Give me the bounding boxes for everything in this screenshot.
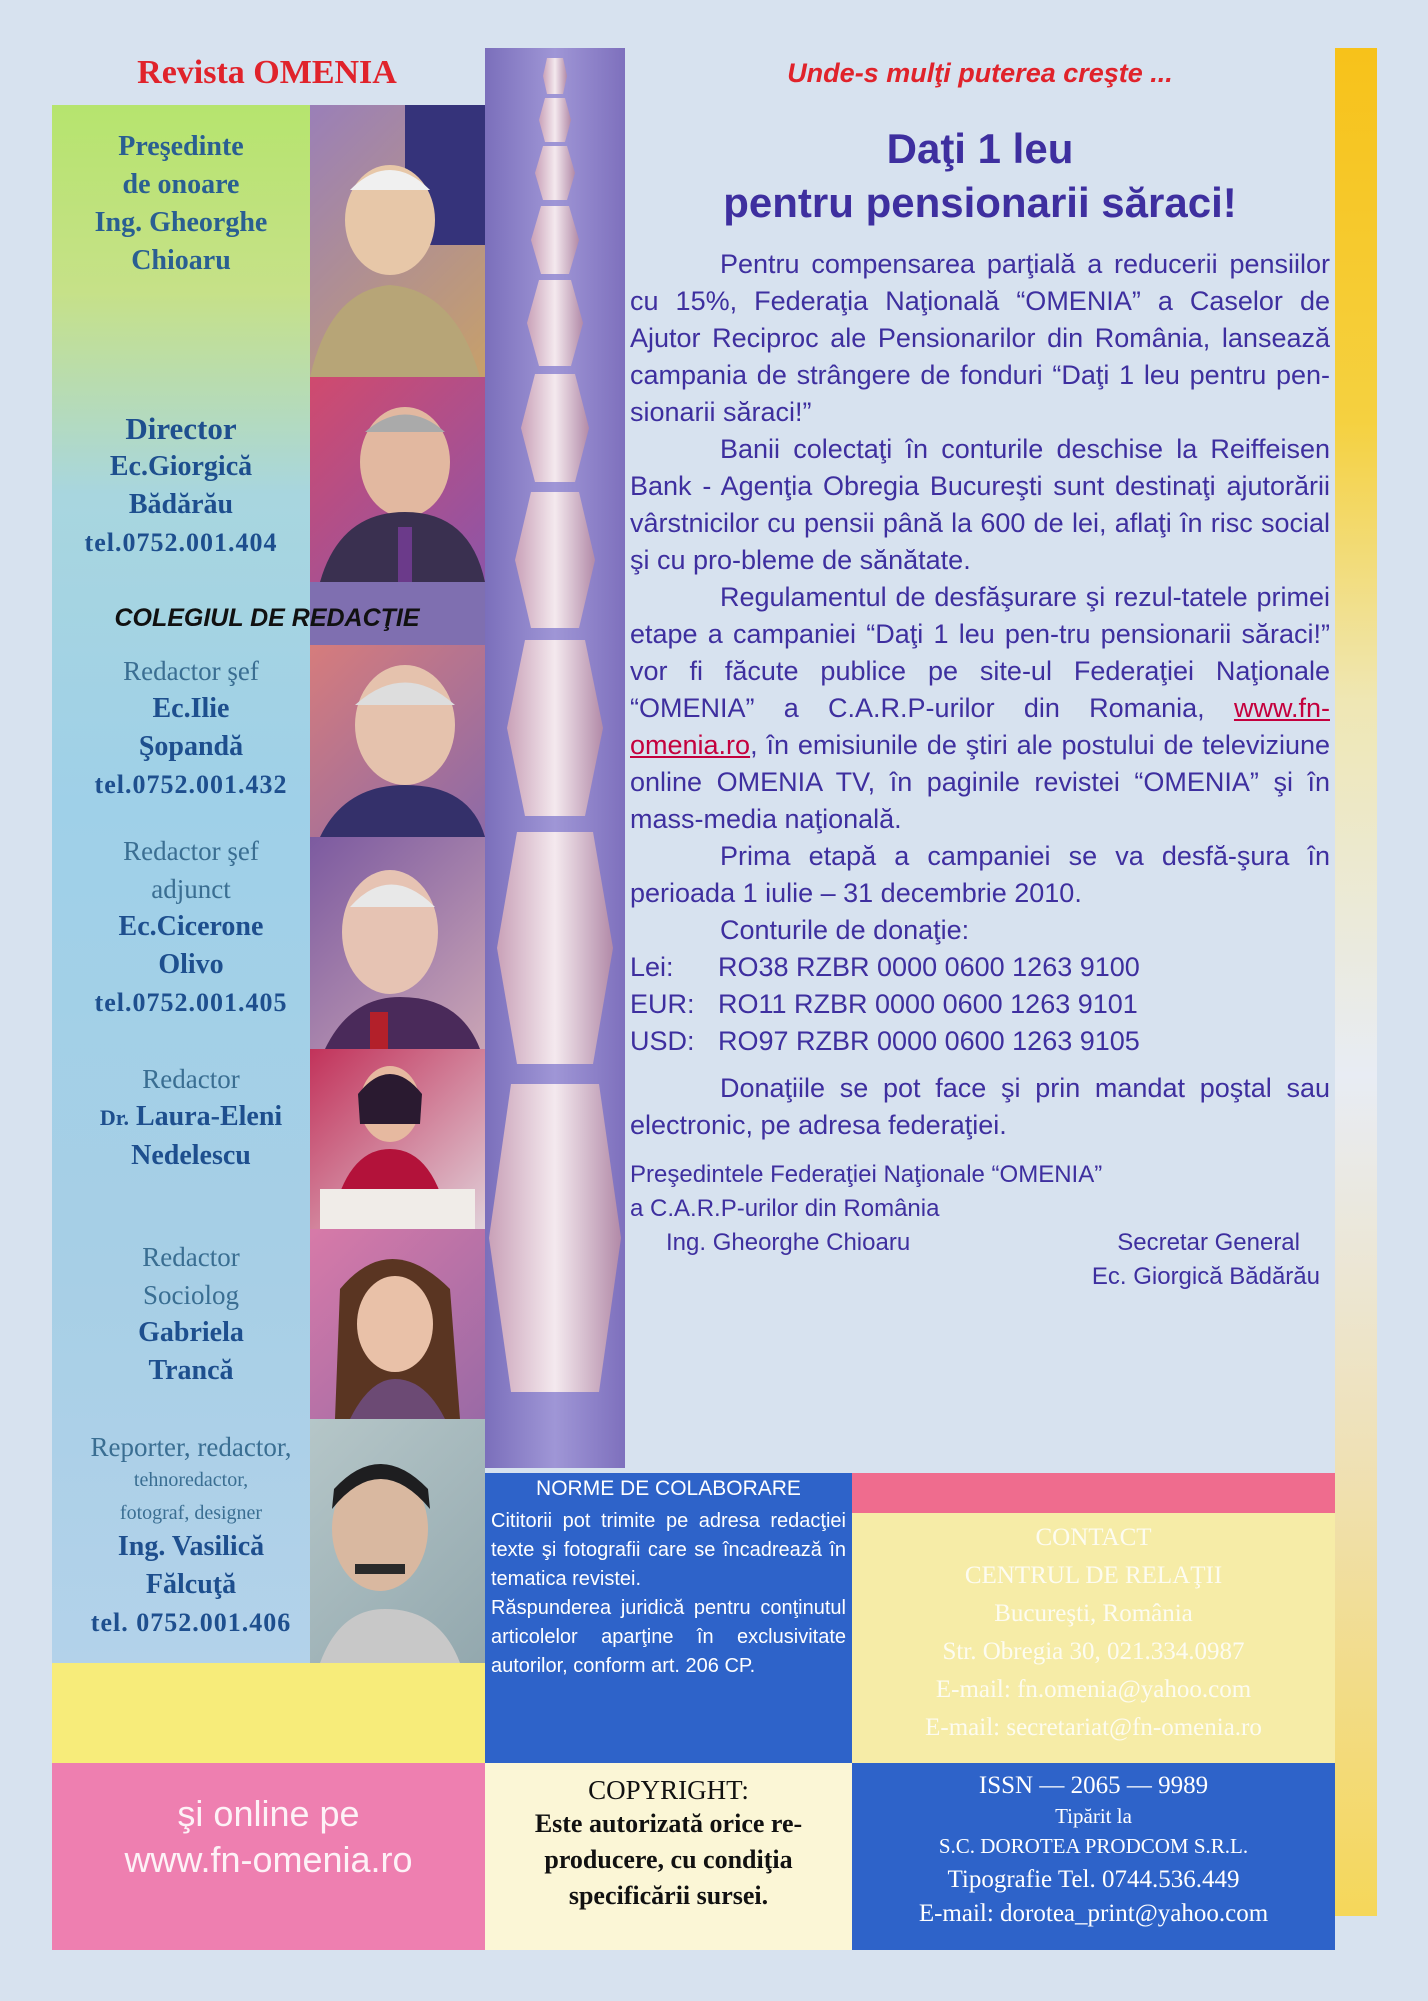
contact-line: Bucureşti, România xyxy=(994,1600,1193,1627)
director-name: Ec.Giorgică Bădărău xyxy=(109,451,253,520)
printer-block xyxy=(852,1763,1335,1950)
deputy-role: Redactor şef adjunct xyxy=(123,836,259,904)
accounts-heading: Conturile de donaţie: xyxy=(720,915,970,945)
account-row: Lei: RO38 RZBR 0000 0600 1263 9100 xyxy=(630,952,1140,982)
contact-email[interactable]: E-mail: secretariat@fn-omenia.ro xyxy=(925,1714,1262,1741)
right-color-stripe xyxy=(1335,48,1377,1916)
contact-block xyxy=(852,1513,1335,1763)
account-row: EUR: RO11 RZBR 0000 0600 1263 9101 xyxy=(630,989,1138,1019)
photo-editor-chief xyxy=(310,645,485,837)
endless-column-image xyxy=(485,48,625,1468)
honorary-name: Ing. Gheorghe Chioaru xyxy=(94,207,268,276)
photo-director xyxy=(310,377,485,582)
deputy-name: Ec.Cicerone Olivo xyxy=(118,911,264,980)
sociologist-role: Redactor Sociolog xyxy=(142,1242,240,1310)
reporter-name: Ing. Vasilică Fălcuţă xyxy=(117,1531,265,1600)
editor-chief-role: Redactor şef xyxy=(123,656,259,686)
magazine-title: Revista OMENIA xyxy=(137,54,397,91)
secretary-name: Ec. Giorgică Bădărău xyxy=(1091,1263,1320,1290)
main-title: Daţi 1 leu pentru pensionarii săraci! xyxy=(723,125,1237,226)
contact-email[interactable]: E-mail: fn.omenia@yahoo.com xyxy=(935,1676,1252,1703)
printer-name: S.C. DOROTEA PRODCOM S.R.L. xyxy=(938,1834,1249,1858)
online-block xyxy=(52,1763,485,1950)
secretary-title: Secretar General xyxy=(1117,1229,1300,1256)
reporter-role: Reporter, redactor, tehnoredactor, fotograf, designer xyxy=(90,1432,292,1524)
norms-text-1: Cititorii pot trimite pe adresa redacţiei texte şi fotografii care se încadrează în tematica revistei. xyxy=(491,1510,846,1590)
director-role: Director xyxy=(125,411,237,446)
deputy-tel: tel.0752.001.405 xyxy=(94,988,288,1017)
editor-chief-tel: tel.0752.001.432 xyxy=(94,770,288,799)
paragraph-2: Banii colectaţi în conturile deschise la Reiffeisen Bank - Agenţia Obregia Bucureşti sunt destinaţi ajutorării vârstnicilor cu pensii până la 600 de lei, aflaţi în risc social şi cu pro-bleme de sănătate. xyxy=(630,434,1330,575)
yellow-block xyxy=(52,1663,485,1763)
issn: ISSN — 2065 — 9989 xyxy=(978,1772,1209,1799)
accounts-list xyxy=(630,949,1330,1060)
online-url[interactable]: www.fn-omenia.ro xyxy=(124,1839,413,1880)
editor-chief-name: Ec.Ilie Şopandă xyxy=(138,693,244,762)
paragraph-3: Regulamentul de desfăşurare şi rezul-tatele primei etape a campaniei “Daţi 1 leu pen-tru pensionarii săraci!” vor fi făcute publice pe site-ul Federaţiei Naţionale “OMENIA” a C.A.R.P-urilor din Romania, www.fn-omenia.ro, în emisiunile de ştiri ale postului de televiziune online OMENIA TV, în paginile revistei “OMENIA” şi în mass-media naţională. xyxy=(630,582,1330,834)
signature-intro: Preşedintele Federaţiei Naţionale “OMENIA” a C.A.R.P-urilor din România xyxy=(630,1161,1103,1222)
photo-reporter xyxy=(310,1419,485,1663)
editor-name: Dr. Laura-Eleni Nedelescu xyxy=(99,1101,283,1171)
reporter-tel: tel. 0752.001.406 xyxy=(90,1608,292,1637)
sociologist-name: Gabriela Trancă xyxy=(138,1317,244,1386)
contact-line: Str. Obregia 30, 021.334.0987 xyxy=(942,1638,1245,1665)
board-heading: COLEGIUL DE REDACŢIE xyxy=(114,604,420,632)
norms-text-2: Răspunderea juridică pentru conţinutul articolelor aparţine în exclusivitate autorilor, conform art. 206 CP. xyxy=(491,1597,846,1677)
director-tel: tel.0752.001.404 xyxy=(84,528,278,557)
contact-line: CENTRUL DE RELAŢII xyxy=(964,1562,1223,1589)
account-row: USD: RO97 RZBR 0000 0600 1263 9105 xyxy=(630,1026,1140,1056)
president-name: Ing. Gheorghe Chioaru xyxy=(666,1229,911,1256)
pink-bar xyxy=(852,1473,1335,1513)
staff-photos xyxy=(310,105,485,1663)
norms-block xyxy=(485,1473,852,1763)
printer-tel: Tipografie Tel. 0744.536.449 xyxy=(947,1866,1240,1893)
photo-sociologist xyxy=(310,1229,485,1419)
photo-president xyxy=(310,105,485,377)
photo-editor xyxy=(310,1049,485,1229)
norms-title: NORME DE COLABORARE xyxy=(536,1477,801,1500)
article-body xyxy=(630,246,1330,1296)
online-label: şi online pe xyxy=(177,1793,360,1834)
slogan: Unde-s mulţi puterea creşte ... xyxy=(787,58,1173,88)
copyright-title: COPYRIGHT: xyxy=(588,1775,749,1805)
honorary-role: Preşedinte de onoare xyxy=(118,131,244,200)
photo-deputy xyxy=(310,837,485,1049)
printer-email[interactable]: E-mail: dorotea_print@yahoo.com xyxy=(918,1900,1269,1927)
editor-role: Redactor xyxy=(142,1064,240,1094)
copyright-text: Este autorizată orice re- producere, cu condiţia specificării sursei. xyxy=(534,1809,803,1910)
contact-title: CONTACT xyxy=(1035,1524,1152,1551)
printed-at: Tipărit la xyxy=(1055,1804,1132,1828)
copyright-block xyxy=(485,1763,852,1950)
paragraph-4: Prima etapă a campaniei se va desfă-şura în perioada 1 iulie – 31 decembrie 2010. xyxy=(630,841,1330,908)
site-link[interactable]: www.fn-omenia.ro xyxy=(630,693,1330,760)
paragraph-1: Pentru compensarea parţială a reducerii pensiilor cu 15%, Federaţia Naţională “OMENIA” a Caselor de Ajutor Reciproc ale Pensionarilor din România, lansează campania de strângere de fonduri “Daţi 1 leu pentru pen-sionarii săraci!” xyxy=(630,249,1330,427)
paragraph-5: Donaţiile se pot face şi prin mandat poştal sau electronic, pe adresa federaţiei. xyxy=(630,1073,1330,1140)
